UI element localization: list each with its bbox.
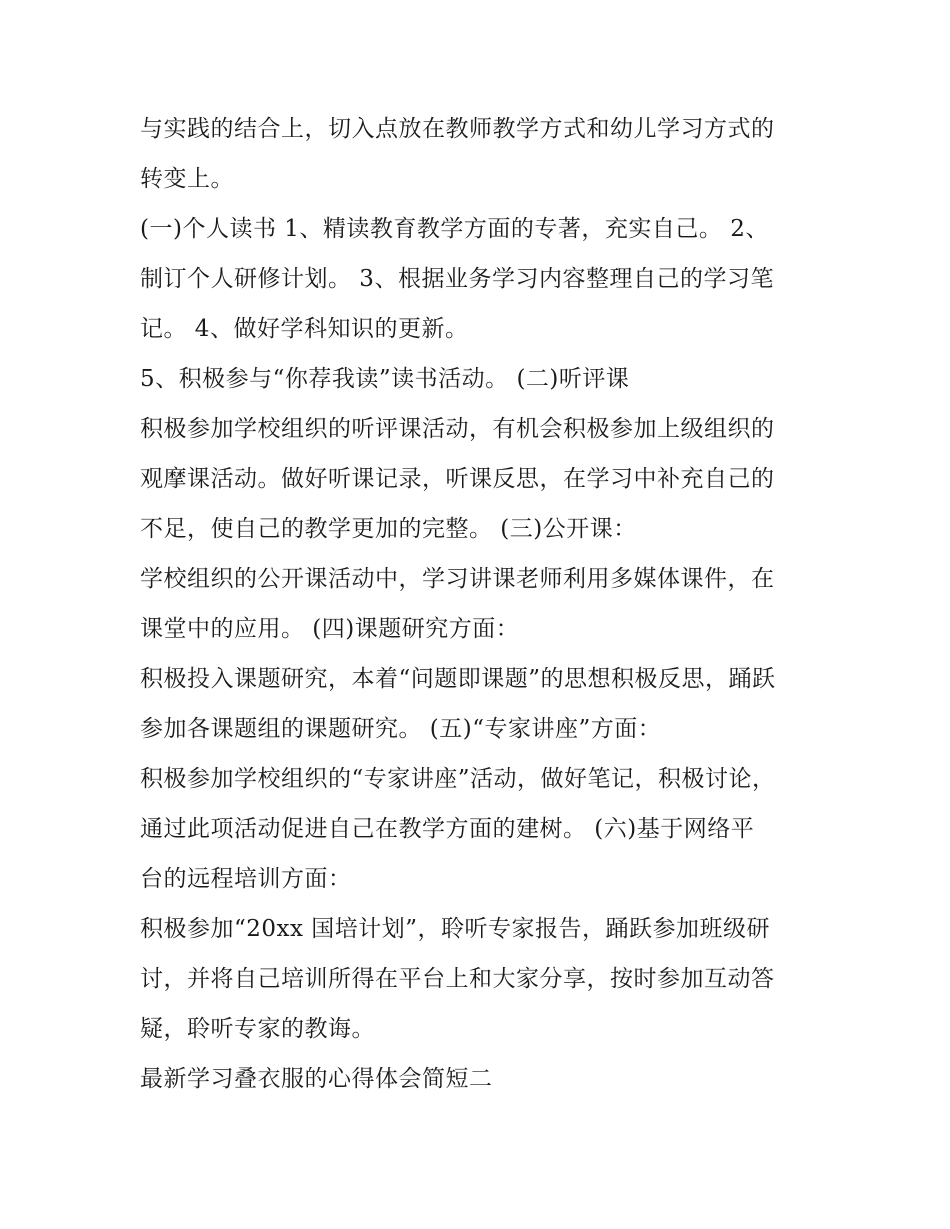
text-line: 观摩课活动。做好听课记录，听课反思，在学习中补充自己的 <box>140 466 775 492</box>
text-line: 5、积极参与“你荐我读”读书活动。 (二)听评课 <box>140 366 630 392</box>
text-line: 台的远程培训方面： <box>140 866 352 892</box>
text-line: 与实践的结合上，切入点放在教师教学方式和幼儿学习方式的 <box>140 116 775 142</box>
text-line: 参加各课题组的课题研究。 (五)“专家讲座”方面： <box>140 716 662 742</box>
text-line: 课堂中的应用。 (四)课题研究方面： <box>140 616 520 642</box>
text-line: 通过此项活动促进自己在教学方面的建树。 (六)基于网络平 <box>140 816 755 842</box>
text-line: 制订个人研修计划。 3、根据业务学习内容整理自己的学习笔 <box>140 266 774 292</box>
text-line: 积极参加学校组织的听评课活动，有机会积极参加上级组织的 <box>140 416 775 442</box>
text-line: 记。 4、做好学科知识的更新。 <box>140 316 469 342</box>
text-line: 学校组织的公开课活动中，学习讲课老师利用多媒体课件，在 <box>140 566 775 592</box>
text-line: 积极参加“20xx 国培计划”，聆听专家报告，踊跃参加班级研 <box>140 916 771 942</box>
text-line: 讨，并将自己培训所得在平台上和大家分享，按时参加互动答 <box>140 966 775 992</box>
document-body <box>140 104 830 1104</box>
text-line: 积极参加学校组织的“专家讲座”活动，做好笔记，积极讨论， <box>140 766 776 792</box>
text-line: 积极投入课题研究，本着“问题即课题”的思想积极反思，踊跃 <box>140 666 776 692</box>
section-heading: 最新学习叠衣服的心得体会简短二 <box>140 1066 493 1092</box>
text-line: 疑，聆听专家的教诲。 <box>140 1016 375 1042</box>
text-line: (一)个人读书 1、精读教育教学方面的专著，充实自己。 2、 <box>140 216 769 242</box>
text-line: 转变上。 <box>140 166 234 192</box>
text-line: 不足，使自己的教学更加的完整。 (三)公开课： <box>140 516 637 542</box>
